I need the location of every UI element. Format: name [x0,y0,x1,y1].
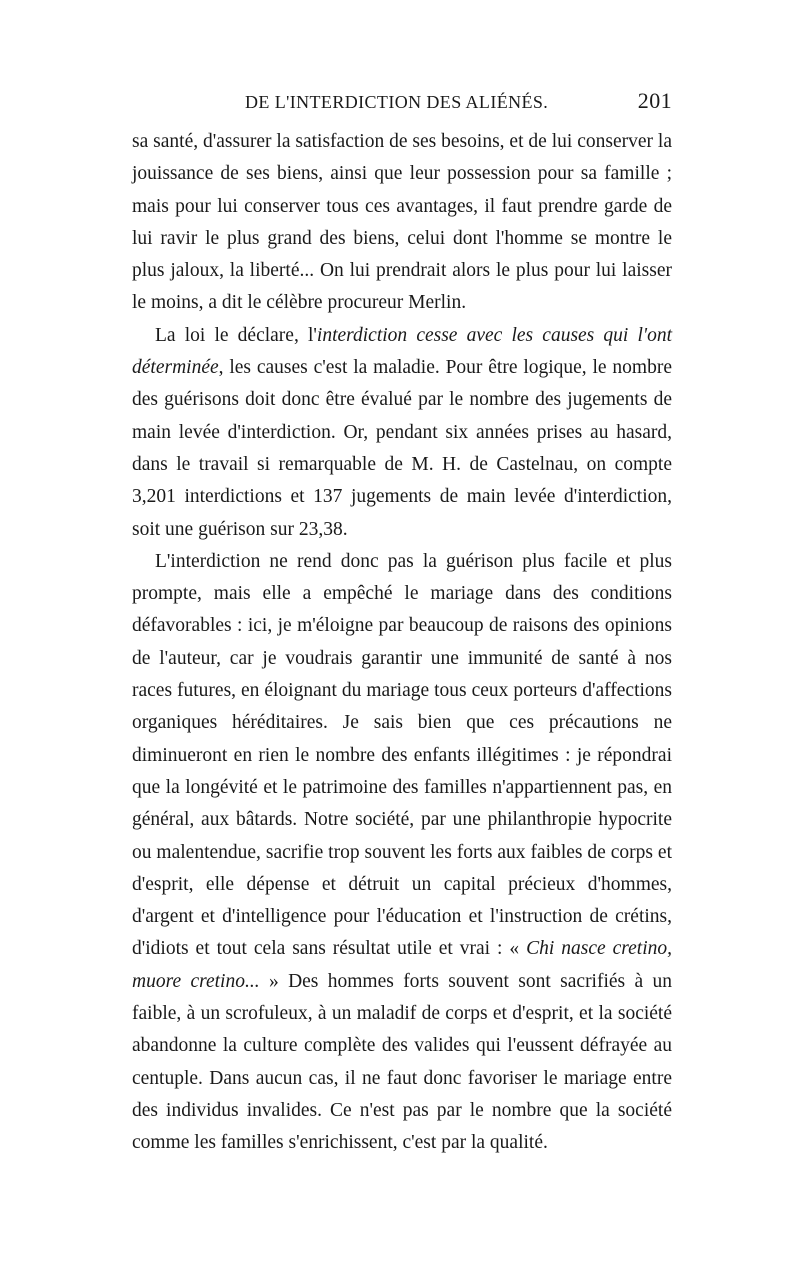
paragraph-2-italic-quote: interdiction cesse avec les causes qui l'ont déterminée [132,324,672,379]
paragraph-1-text: sa santé, d'assurer la satisfaction de ses besoins, et de lui conserver la jouissance de ses biens, ainsi que leur possession pour sa famille ; mais pour lui conserver tous ces avantages, il faut prendre garde de lui ravir le plus grand des biens, celui dont l'homme se montre le plus jaloux, la liberté... On lui prendrait alors le plus pour lui laisser le moins, a dit le célèbre procureur Merlin. [132,131,672,314]
running-head [132,88,672,118]
paragraph-3-text-a: L'interdiction ne rend donc pas la guérison plus facile et plus prompte, mais elle a empêché le mariage dans des conditions défavorables : ici, je m'éloigne par beaucoup de raisons des opinions de l'auteur, car je voudrais garantir une immunité de santé à nos races futures, en éloignant du mariage tous ceux porteurs d'affections organiques héréditaires. Je sais bien que ces précautions ne diminueront en rien le nombre des enfants illégitimes : je répondrai que la longévité et le patrimoine des familles n'appartiennent pas, en général, aux bâtards. Notre société, par une philanthropie hypocrite ou malentendue, sacrifie trop souvent les forts aux faibles de corps et d'esprit, elle dépense et détruit un capital précieux d'hommes, d'argent et d'intelligence pour l'éducation et l'instruction de crétins, d'idiots et tout cela sans résultat utile et vrai : « [132,550,672,960]
paragraph-3-text-b: » Des hommes forts souvent sont sacrifiés à un faible, à un scrofuleux, à un maladif de corps et d'esprit, et la société abandonne la culture complète des valides qui l'eussent défrayée au centuple. Dans aucun cas, il ne faut donc favoriser le mariage entre des individus invalides. Ce n'est pas par le nombre que la société comme les familles s'enrichissent, c'est par la qualité. [132,970,673,1154]
paragraph-2-text-a: La loi le déclare, l' [155,324,317,346]
paragraph-3 [132,546,672,1160]
body-text [132,126,672,1160]
paragraph-1 [132,126,672,320]
book-page [132,88,672,1160]
paragraph-2-text-b: , les causes c'est la maladie. Pour être logique, le nombre des guérisons doit donc être évalué par le nombre des jugements de main levée d'interdiction. Or, pendant six années prises au hasard, dans le travail si remarquable de M. H. de Castelnau, on compte 3,201 interdictions et 137 jugements de main levée d'interdiction, soit une guérison sur 23,38. [132,357,672,540]
paragraph-3-italic-proverb: Chi nasce cretino, muore cretino... [132,938,672,992]
running-title: DE L'INTERDICTION DES ALIÉNÉS. [245,92,549,112]
page-number: 201 [637,88,672,113]
paragraph-2 [132,320,672,546]
